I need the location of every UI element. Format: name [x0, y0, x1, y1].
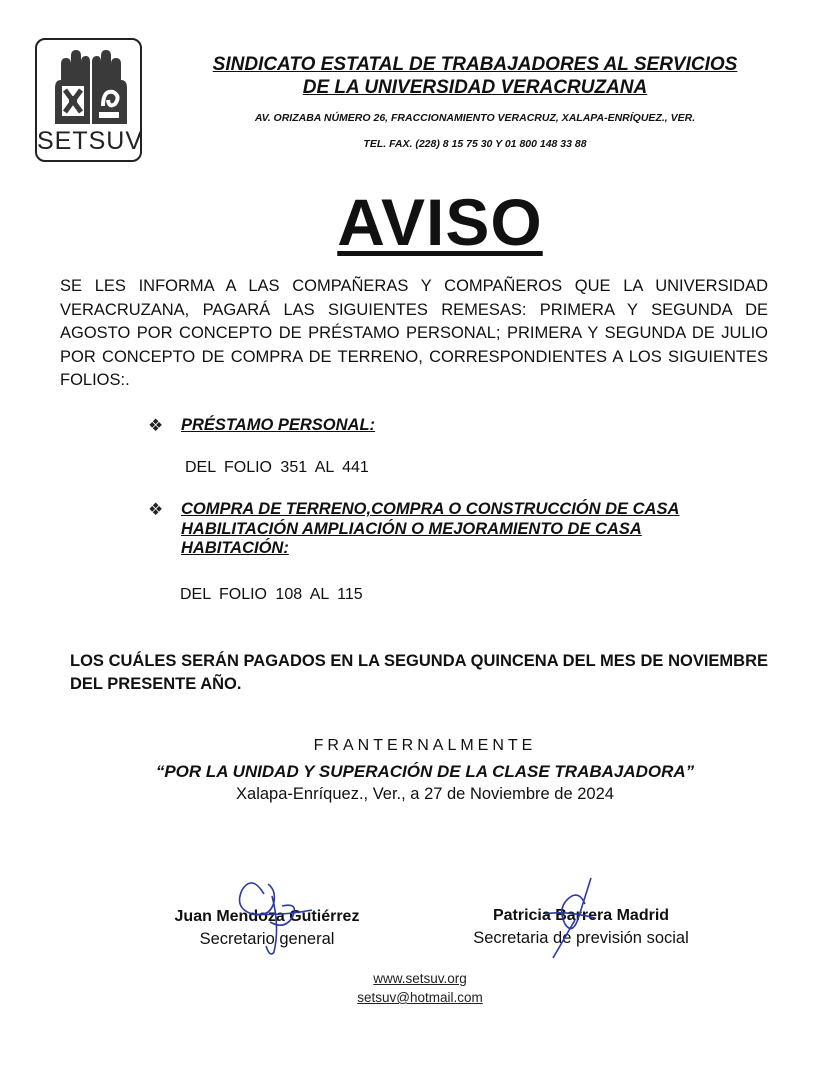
place-date: Xalapa-Enríquez., Ver., a 27 de Noviembre de 2024	[236, 785, 614, 803]
setsuv-logo	[35, 38, 142, 162]
intro-paragraph: SE LES INFORMA A LAS COMPAÑERAS Y COMPAÑEROS QUE LA UNIVERSIDAD VERACRUZANA, PAGARÁ LAS SIGUIENTES REMESAS: PRIMERA Y SEGUNDA DE AGOSTO POR CONCEPTO DE PRÉSTAMO PERSONAL; PRIMERA Y SEGUNDA DE JULIO POR CONCEPTO DE COMPRA DE TERRENO, CORRESPONDIENTES A LOS SIGUIENTES FOLIOS:.	[60, 277, 768, 389]
union-phone: TEL. FAX. (228) 8 15 75 30 Y 01 800 148 33 88	[363, 138, 587, 150]
payment-note: LOS CUÁLES SERÁN PAGADOS EN LA SEGUNDA QUINCENA DEL MES DE NOVIEMBRE DEL PRESENTE AÑO.	[70, 652, 768, 693]
folio-range: DEL FOLIO 108 AL 115	[180, 586, 363, 603]
raised-hands-logo-icon	[45, 46, 132, 132]
signer-role: Secretaria de previsión social	[473, 929, 689, 947]
logo-text: SETSUV	[37, 127, 144, 155]
union-name-line2: DE LA UNIVERSIDAD VERACRUZANA	[302, 77, 648, 98]
website-link[interactable]: www.setsuv.org	[373, 971, 467, 986]
diamond-bullet-icon: ❖	[148, 500, 164, 519]
motto: “POR LA UNIDAD Y SUPERACIÓN DE LA CLASE TRABAJADORA”	[155, 762, 695, 781]
union-name-line1: SINDICATO ESTATAL DE TRABAJADORES AL SERVICIOS	[212, 54, 738, 75]
signer-name: Patricia Barrera Madrid	[492, 907, 670, 924]
footer-links	[260, 969, 580, 1007]
item-label: PRÉSTAMO PERSONAL:	[181, 416, 376, 434]
notice-title: AVISO	[337, 185, 543, 259]
item-label: COMPRA DE TERRENO,COMPRA O CONSTRUCCIÓN DE CASA HABILITACIÓN AMPLIACIÓN O MEJORAMIENTO DE CASA HABITACIÓN:	[181, 500, 680, 557]
signer-name: Juan Mendoza Gutiérrez	[174, 908, 360, 925]
handwritten-signature-2	[535, 874, 605, 964]
union-address: AV. ORIZABA NÚMERO 26, FRACCIONAMIENTO VERACRUZ, XALAPA-ENRÍQUEZ., VER.	[254, 112, 696, 124]
folio-range: DEL FOLIO 351 AL 441	[185, 459, 369, 476]
salutation: FRANTERNALMENTE	[313, 737, 537, 754]
handwritten-signature-1	[222, 866, 322, 961]
diamond-bullet-icon: ❖	[148, 416, 164, 435]
signer-role: Secretario general	[199, 930, 335, 948]
email-link[interactable]: setsuv@hotmail.com	[357, 990, 483, 1005]
